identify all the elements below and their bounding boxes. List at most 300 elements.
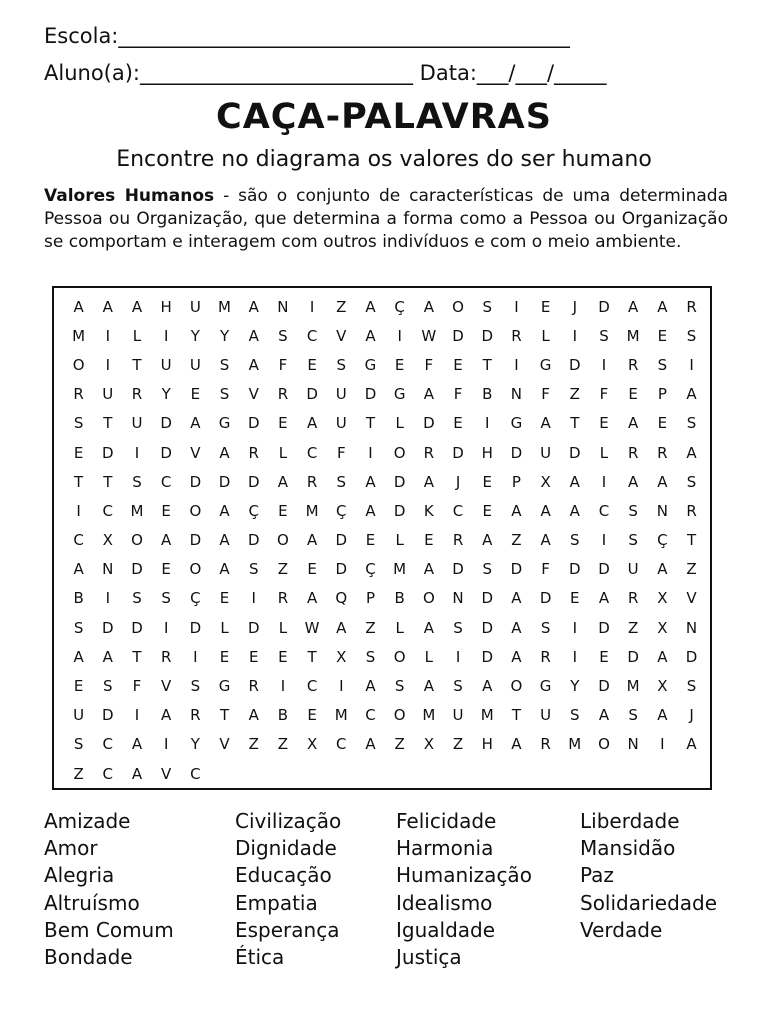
grid-cell: E — [219, 647, 230, 666]
grid-cell: A — [657, 297, 668, 316]
grid-cell: H — [160, 297, 172, 316]
grid-cell: I — [368, 443, 373, 462]
word-list-column-2 — [235, 808, 341, 971]
grid-cell: A — [73, 297, 84, 316]
intro-text: - são o conjunto de características de uma determinada Pessoa ou Organização, que determina a forma como a Pessoa ou Organização se comportam e interagem com outros indivíduos e com o meio ambiente. — [44, 186, 728, 252]
grid-cell: A — [365, 297, 376, 316]
grid-cell: O — [131, 531, 143, 550]
grid-cell: S — [336, 355, 347, 374]
grid-cell: A — [511, 735, 522, 754]
grid-cell: A — [628, 472, 639, 491]
escola-field-line: Escola:___________________________________________ — [44, 24, 570, 48]
grid-cell: I — [601, 355, 607, 374]
grid-cell: T — [307, 647, 317, 666]
word-list — [44, 808, 744, 978]
grid-cell: J — [689, 706, 694, 725]
grid-cell: L — [395, 414, 404, 433]
grid-cell: I — [163, 618, 169, 637]
grid-cell: Z — [73, 764, 84, 783]
grid-cell: O — [510, 677, 523, 696]
grid-cell: U — [540, 706, 552, 725]
grid-cell: A — [365, 677, 376, 696]
grid-cell: I — [660, 735, 665, 754]
grid-cell: E — [307, 355, 317, 374]
word-list-item: Bem Comum — [44, 917, 174, 942]
grid-cell: R — [160, 647, 172, 666]
grid-cell: C — [160, 472, 172, 491]
grid-cell: S — [190, 677, 201, 696]
grid-cell: U — [627, 560, 639, 579]
grid-cell: A — [511, 501, 522, 520]
grid-cell: T — [686, 531, 697, 550]
grid-cell: Ç — [394, 297, 405, 316]
grid-cell: E — [657, 326, 668, 345]
grid-cell: I — [105, 355, 110, 374]
grid-cell: R — [452, 531, 464, 550]
grid-cell: E — [307, 560, 317, 579]
grid-cell: X — [306, 735, 318, 754]
grid-cell: D — [510, 560, 523, 579]
grid-cell: I — [339, 677, 344, 696]
grid-cell: E — [657, 414, 668, 433]
grid-cell: C — [190, 764, 201, 783]
grid-cell: F — [541, 560, 550, 579]
grid-cell: D — [598, 618, 610, 637]
grid-cell: S — [570, 706, 580, 725]
grid-cell: X — [102, 531, 113, 550]
grid-cell: D — [247, 414, 260, 433]
grid-cell: A — [131, 297, 143, 316]
grid-cell: U — [102, 385, 114, 404]
grid-cell: S — [73, 735, 84, 754]
grid-cell: A — [598, 706, 610, 725]
grid-cell: V — [686, 589, 697, 608]
grid-cell: A — [657, 472, 668, 491]
grid-cell: A — [306, 414, 318, 433]
grid-cell: J — [455, 472, 461, 491]
grid-cell: S — [132, 589, 142, 608]
grid-cell: S — [219, 355, 230, 374]
grid-cell: A — [423, 297, 434, 316]
grid-cell: X — [336, 647, 347, 666]
grid-cell: W — [421, 326, 437, 345]
grid-cell: Ç — [365, 560, 376, 579]
grid-cell: D — [131, 560, 143, 579]
grid-cell: V — [190, 443, 201, 462]
grid-cell: F — [453, 385, 463, 404]
word-search-grid — [64, 292, 706, 788]
grid-cell: D — [102, 618, 114, 637]
grid-cell: S — [73, 618, 84, 637]
grid-cell: A — [511, 647, 522, 666]
word-list-column-3 — [396, 808, 532, 971]
grid-cell: D — [569, 560, 581, 579]
grid-cell: D — [247, 472, 260, 491]
grid-cell: I — [163, 735, 169, 754]
grid-cell: R — [306, 472, 318, 491]
grid-cell: A — [540, 414, 551, 433]
grid-cell: O — [422, 589, 435, 608]
grid-cell: G — [539, 677, 552, 696]
grid-cell: I — [280, 677, 286, 696]
grid-cell: X — [657, 677, 668, 696]
intro-paragraph — [44, 185, 728, 254]
grid-cell: A — [423, 385, 434, 404]
grid-cell: E — [453, 414, 463, 433]
grid-cell: I — [76, 501, 81, 520]
grid-cell: E — [599, 647, 609, 666]
grid-cell: A — [219, 501, 230, 520]
grid-cell: S — [336, 472, 347, 491]
grid-cell: D — [364, 385, 377, 404]
grid-cell: M — [218, 297, 231, 316]
grid-cell: F — [599, 385, 609, 404]
word-list-item: Solidariedade — [580, 890, 718, 915]
grid-cell: D — [598, 297, 610, 316]
grid-cell: U — [540, 443, 552, 462]
grid-cell: A — [248, 297, 259, 316]
grid-cell: T — [570, 414, 580, 433]
grid-cell: E — [278, 501, 288, 520]
grid-cell: O — [393, 706, 406, 725]
grid-cell: H — [481, 735, 493, 754]
word-list-item: Alegria — [44, 863, 115, 888]
grid-cell: D — [569, 443, 581, 462]
grid-cell: T — [511, 706, 521, 725]
grid-cell: A — [190, 414, 201, 433]
grid-cell: R — [248, 443, 259, 462]
grid-cell: A — [219, 531, 230, 550]
word-list-column-4 — [580, 808, 717, 944]
grid-cell: E — [219, 589, 230, 608]
word-list-item: Altruísmo — [44, 890, 140, 915]
grid-cell: S — [599, 326, 609, 345]
grid-cell: E — [540, 297, 551, 316]
grid-cell: X — [657, 618, 668, 637]
grid-cell: A — [306, 531, 318, 550]
grid-cell: C — [102, 735, 114, 754]
word-list-column-1 — [44, 808, 174, 971]
grid-cell: C — [306, 443, 318, 462]
grid-cell: A — [131, 764, 143, 783]
grid-cell: M — [626, 677, 640, 696]
grid-cell: D — [481, 326, 493, 345]
grid-cell: I — [134, 443, 140, 462]
grid-cell: N — [510, 385, 523, 404]
grid-cell: I — [251, 589, 256, 608]
grid-cell: U — [335, 414, 347, 433]
grid-cell: A — [102, 297, 113, 316]
grid-cell: E — [248, 647, 259, 666]
grid-cell: A — [598, 589, 610, 608]
grid-cell: Ç — [336, 501, 347, 520]
word-list-item: Amizade — [44, 809, 131, 833]
grid-cell: E — [394, 355, 405, 374]
grid-cell: S — [278, 326, 288, 345]
grid-cell: D — [598, 677, 610, 696]
grid-cell: R — [131, 385, 143, 404]
grid-cell: H — [481, 443, 493, 462]
grid-cell: I — [134, 706, 140, 725]
word-list-item: Humanização — [396, 863, 532, 888]
grid-cell: S — [482, 560, 492, 579]
grid-cell: S — [570, 531, 580, 550]
aluno-data-field-line: Aluno(a):__________________________ Data:___/___/_____ — [44, 61, 607, 85]
grid-cell: D — [481, 589, 493, 608]
grid-cell: F — [278, 355, 288, 374]
grid-cell: E — [161, 560, 171, 579]
grid-cell: A — [219, 560, 230, 579]
grid-cell: C — [102, 501, 114, 520]
grid-cell: U — [189, 355, 201, 374]
grid-cell: G — [510, 414, 523, 433]
grid-cell: I — [105, 589, 110, 608]
grid-cell: A — [628, 414, 639, 433]
grid-cell: O — [598, 735, 610, 754]
grid-cell: D — [598, 560, 610, 579]
grid-cell: V — [248, 385, 259, 404]
grid-cell: P — [511, 472, 521, 491]
grid-cell: P — [365, 589, 375, 608]
grid-cell: Z — [365, 618, 376, 637]
grid-cell: Z — [569, 385, 580, 404]
grid-cell: D — [539, 589, 552, 608]
grid-cell: R — [686, 297, 697, 316]
grid-cell: A — [423, 677, 434, 696]
word-list-item: Educação — [235, 863, 332, 888]
grid-cell: D — [423, 414, 435, 433]
grid-cell: M — [568, 735, 582, 754]
word-list-item: Dignidade — [235, 836, 337, 861]
grid-cell: S — [628, 531, 638, 550]
grid-cell: C — [73, 531, 84, 550]
grid-cell: A — [336, 618, 347, 637]
grid-cell: T — [103, 414, 113, 433]
grid-cell: R — [540, 647, 551, 666]
grid-cell: I — [514, 355, 519, 374]
grid-cell: D — [481, 647, 493, 666]
grid-cell: G — [218, 677, 231, 696]
grid-cell: I — [309, 297, 315, 316]
grid-cell: S — [453, 677, 463, 696]
grid-cell: S — [103, 677, 113, 696]
page-subtitle: Encontre no diagrama os valores do ser humano — [116, 147, 652, 172]
grid-cell: D — [247, 531, 260, 550]
grid-cell: L — [278, 443, 288, 462]
grid-cell: Q — [335, 589, 348, 608]
grid-cell: T — [365, 414, 376, 433]
grid-cell: I — [572, 326, 577, 345]
grid-cell: N — [102, 560, 114, 579]
word-list-item: Liberdade — [580, 809, 680, 833]
grid-cell: B — [277, 706, 289, 725]
grid-cell: Z — [452, 735, 464, 754]
word-list-item: Verdade — [580, 917, 663, 942]
grid-cell: L — [424, 647, 434, 666]
grid-cell: O — [277, 531, 289, 550]
grid-cell: S — [540, 618, 551, 637]
grid-cell: Z — [628, 618, 639, 637]
grid-cell: C — [365, 706, 376, 725]
grid-cell: V — [161, 764, 172, 783]
word-list-item: Mansidão — [580, 836, 676, 861]
grid-cell: I — [397, 326, 402, 345]
grid-cell: D — [685, 647, 698, 666]
grid-cell: S — [219, 385, 230, 404]
grid-cell: T — [482, 355, 492, 374]
grid-cell: V — [336, 326, 347, 345]
grid-cell: S — [365, 647, 376, 666]
grid-cell: Y — [570, 677, 580, 696]
grid-cell: E — [424, 531, 434, 550]
word-list-item: Justiça — [396, 945, 462, 970]
grid-cell: D — [160, 443, 172, 462]
word-list-item: Esperança — [235, 917, 340, 942]
grid-cell: E — [628, 385, 638, 404]
grid-cell: A — [73, 647, 84, 666]
word-list-item: Civilização — [235, 809, 342, 833]
grid-cell: M — [626, 326, 640, 345]
grid-cell: R — [248, 677, 259, 696]
grid-cell: A — [511, 589, 522, 608]
word-list-item: Ética — [235, 945, 285, 970]
grid-cell: G — [218, 414, 231, 433]
grid-cell: A — [628, 297, 639, 316]
grid-cell: F — [132, 677, 142, 696]
grid-cell: O — [393, 443, 406, 462]
grid-cell: S — [686, 472, 697, 491]
grid-cell: W — [304, 618, 320, 637]
grid-cell: E — [599, 414, 609, 433]
grid-cell: O — [189, 560, 202, 579]
word-list-item: Idealismo — [396, 890, 493, 915]
grid-cell: U — [452, 706, 464, 725]
grid-cell: R — [686, 501, 697, 520]
grid-cell: M — [422, 706, 436, 725]
grid-cell: D — [569, 355, 581, 374]
grid-cell: L — [278, 618, 288, 637]
grid-cell: C — [102, 764, 114, 783]
grid-cell: A — [686, 735, 697, 754]
grid-cell: I — [601, 472, 607, 491]
grid-cell: R — [627, 589, 639, 608]
grid-cell: A — [131, 735, 143, 754]
grid-cell: N — [452, 589, 464, 608]
grid-cell: N — [685, 618, 698, 637]
grid-cell: Ç — [657, 531, 668, 550]
grid-cell: R — [277, 589, 289, 608]
word-list-item: Igualdade — [396, 917, 496, 942]
grid-cell: S — [248, 560, 259, 579]
grid-cell: S — [453, 618, 463, 637]
grid-cell: X — [657, 589, 668, 608]
grid-cell: A — [102, 647, 113, 666]
grid-cell: D — [627, 647, 639, 666]
grid-cell: A — [686, 443, 697, 462]
grid-cell: E — [73, 677, 84, 696]
grid-cell: S — [686, 326, 697, 345]
grid-cell: A — [540, 501, 551, 520]
grid-cell: Ç — [248, 501, 259, 520]
grid-cell: U — [189, 297, 201, 316]
grid-cell: A — [248, 326, 259, 345]
grid-cell: S — [628, 706, 638, 725]
grid-cell: A — [569, 472, 580, 491]
grid-cell: T — [132, 355, 142, 374]
grid-cell: A — [657, 706, 668, 725]
grid-cell: C — [452, 501, 464, 520]
grid-cell: Z — [277, 560, 289, 579]
grid-cell: Z — [511, 531, 522, 550]
grid-cell: J — [572, 297, 577, 316]
grid-cell: U — [160, 355, 172, 374]
grid-cell: A — [73, 560, 84, 579]
grid-cell: E — [190, 385, 201, 404]
grid-cell: S — [686, 414, 697, 433]
grid-cell: L — [395, 531, 404, 550]
grid-cell: M — [334, 706, 348, 725]
grid-cell: D — [452, 443, 464, 462]
grid-cell: A — [365, 501, 376, 520]
page-title: CAÇA-PALAVRAS — [216, 97, 552, 137]
grid-cell: G — [539, 355, 552, 374]
grid-cell: D — [102, 706, 114, 725]
grid-cell: A — [657, 647, 668, 666]
grid-cell: S — [657, 355, 668, 374]
grid-cell: C — [306, 326, 318, 345]
grid-cell: M — [480, 706, 494, 725]
grid-cell: I — [193, 647, 198, 666]
grid-cell: V — [219, 735, 230, 754]
grid-cell: A — [277, 472, 289, 491]
grid-cell: I — [455, 647, 461, 666]
grid-cell: T — [132, 647, 142, 666]
grid-cell: Y — [219, 326, 230, 345]
word-list-item: Felicidade — [396, 809, 497, 833]
grid-cell: E — [453, 355, 463, 374]
grid-cell: D — [102, 443, 114, 462]
grid-cell: Ç — [190, 589, 201, 608]
word-list-item: Harmonia — [396, 836, 494, 861]
grid-cell: S — [73, 414, 84, 433]
grid-cell: F — [424, 355, 434, 374]
grid-cell: D — [452, 326, 464, 345]
grid-cell: M — [130, 501, 144, 520]
word-list-item: Empatia — [235, 890, 318, 915]
grid-cell: T — [219, 706, 230, 725]
grid-cell: A — [161, 531, 172, 550]
grid-cell: M — [393, 560, 407, 579]
grid-cell: L — [599, 443, 609, 462]
grid-cell: M — [72, 326, 86, 345]
grid-cell: A — [657, 560, 668, 579]
grid-cell: Z — [394, 735, 405, 754]
grid-cell: G — [364, 355, 377, 374]
grid-cell: I — [601, 531, 607, 550]
grid-cell: R — [540, 735, 551, 754]
grid-cell: E — [570, 589, 580, 608]
grid-cell: O — [452, 297, 464, 316]
word-list-item: Paz — [580, 863, 614, 888]
grid-cell: Y — [190, 326, 200, 345]
grid-cell: A — [365, 472, 376, 491]
grid-cell: R — [657, 443, 668, 462]
grid-cell: A — [248, 706, 259, 725]
grid-cell: D — [393, 472, 406, 491]
grid-cell: R — [511, 326, 522, 345]
grid-cell: A — [306, 589, 318, 608]
grid-cell: C — [336, 735, 347, 754]
